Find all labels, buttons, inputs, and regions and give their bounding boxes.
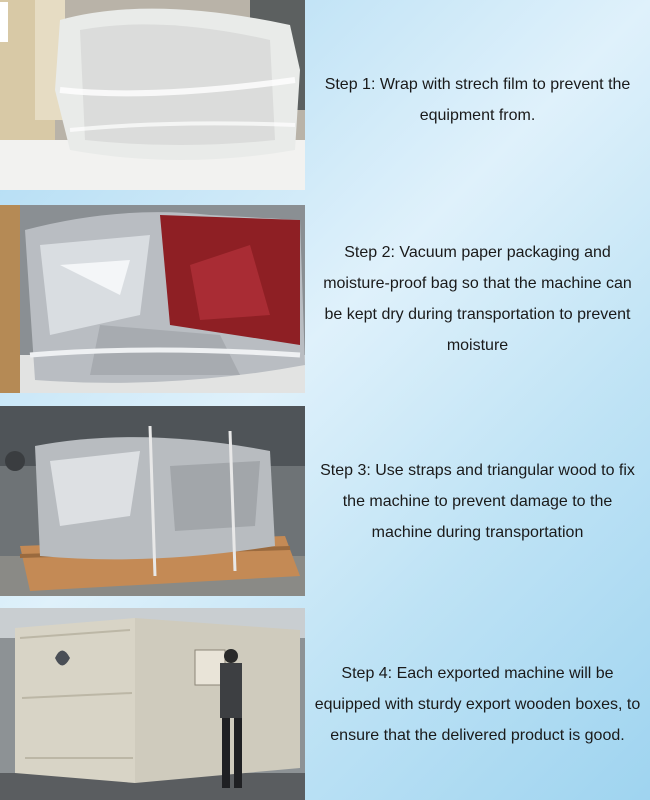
step-2-caption	[305, 205, 650, 393]
step-3-photo	[0, 406, 305, 596]
step-1-text: Step 1: Wrap with strech film to prevent the equipment from.	[324, 76, 631, 124]
step-1-caption	[305, 0, 650, 200]
step-3-text: Step 3: Use straps and triangular wood to fix the machine to prevent damage to the machine during transportation	[320, 461, 635, 541]
step-4-caption	[305, 608, 650, 800]
step-3-caption	[305, 406, 650, 596]
step-2-text: Step 2: Vacuum paper packaging and moisture-proof bag so that the machine can be kept dry during transportation to prevent moisture	[323, 244, 632, 354]
step-2-photo	[0, 205, 305, 393]
step-4-text: Step 4: Each exported machine will be equipped with sturdy export wooden boxes, to ensure that the delivered product is good.	[314, 664, 641, 744]
step-4-photo	[0, 608, 305, 800]
step-1-photo	[0, 0, 305, 190]
